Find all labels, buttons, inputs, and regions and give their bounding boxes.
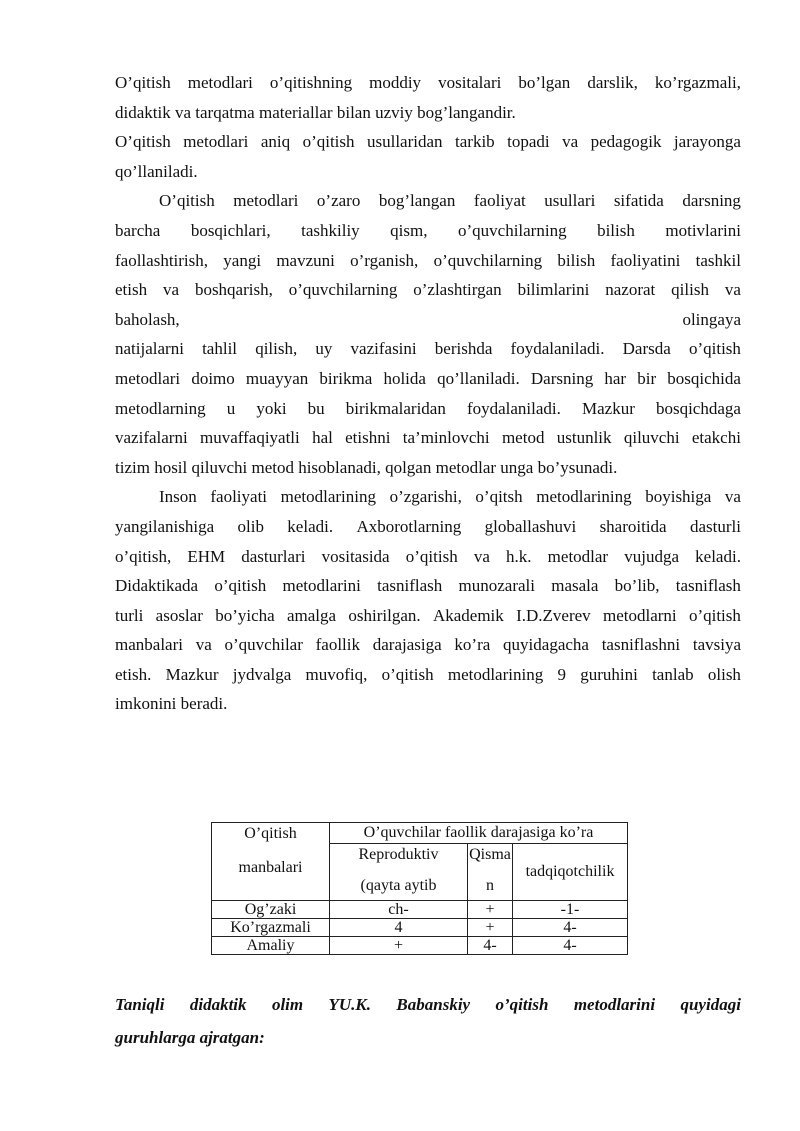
text-line: o’qitish, EHM dasturlari vositasida o’qitish va h.k. metodlar vujudga keladi. [115, 546, 741, 566]
text-line: imkonini beradi. [115, 694, 228, 714]
table-cell: 4- [513, 937, 628, 955]
text-line: qo’llaniladi. [115, 161, 198, 181]
col-header-line: Qisma [469, 846, 511, 863]
text-line: O’qitish metodlari aniq o’qitish usullaridan tarkib topadi va pedagogik jarayonga [115, 132, 741, 152]
col-header-line: tadqiqotchilik [525, 863, 615, 880]
row-label: Ko’rgazmali [212, 919, 330, 937]
table-cell: 4- [513, 919, 628, 937]
text-line: metodlarning u yoki bu birikmalaridan foydalaniladi. Mazkur bosqichdaga [115, 398, 741, 418]
table-corner-header [212, 823, 330, 901]
text-line: yangilanishiga olib keladi. Axborotlarning globallashuvi sharoitida dasturli [115, 516, 741, 536]
text-line: O’qitish metodlari o’zaro bog’langan faoliyat usullari sifatida darsning [159, 191, 741, 211]
col-header-line: n [486, 877, 494, 894]
text-line: natijalarni tahlil qilish, uy vazifasini berishda foydalaniladi. Darsda o’qitish [115, 339, 741, 359]
text-line: turli asoslar bo’yicha amalga oshirilgan. Akademik I.D.Zverev metodlarni o’qitish [115, 605, 741, 625]
table-row [212, 901, 628, 919]
table-cell: + [468, 901, 513, 919]
caption-line-1: Taniqli didaktik olim YU.K. Babanskiy o’qitish metodlarini quyidagi [115, 995, 741, 1014]
col-header-line: Reproduktiv [358, 846, 439, 863]
body-text [115, 68, 741, 719]
table-cell: ch- [330, 901, 468, 919]
caption-line-2: guruhlarga ajratgan: [115, 1028, 265, 1047]
text-line: Didaktikada o’qitish metodlarini tasniflash munozarali masala bo’lib, tasniflash [115, 576, 741, 596]
text-line: faollashtirish, yangi mavzuni o’rganish, o’quvchilarning bilish faoliyatini tashkil [115, 250, 741, 270]
row-label: Amaliy [212, 937, 330, 955]
corner-line-1: O’qitish [244, 825, 297, 842]
text-line: Inson faoliyati metodlarining o’zgarishi, o’qitsh metodlarining boyishiga va [159, 487, 741, 507]
text-line: metodlari doimo muayyan birikma holida qo’llaniladi. Darsning har bir bosqichida [115, 368, 741, 388]
text-line: didaktik va tarqatma materiallar bilan uzviy bog’langandir. [115, 102, 516, 122]
corner-line-2: manbalari [238, 859, 303, 876]
text-line: vazifalarni muvaffaqiyatli hal etishni ta’minlovchi metod ustunlik qiluvchi etakchi [115, 428, 741, 448]
row-label: Og’zaki [212, 901, 330, 919]
table-row [212, 919, 628, 937]
text-line: O’qitish metodlari o’qitishning moddiy vositalari bo’lgan darslik, ko’rgazmali, [115, 73, 741, 92]
col-header-line: (qayta aytib [360, 877, 437, 894]
table-cell: + [330, 937, 468, 955]
table-group-header: O’quvchilar faollik darajasiga ko’ra [330, 823, 628, 844]
table-row [212, 937, 628, 955]
methods-table [211, 822, 628, 955]
table-cell: + [468, 919, 513, 937]
text-line: barcha bosqichlari, tashkiliy qism, o’quvchilarning bilish motivlarini [115, 220, 741, 240]
table-cell: 4- [468, 937, 513, 955]
col-header-partial [468, 844, 513, 901]
text-line: etish. Mazkur jydvalga muvofiq, o’qitish metodlarining 9 guruhini tanlab olish [115, 664, 741, 684]
col-header-reproductive [330, 844, 468, 901]
text-line: etish va boshqarish, o’quvchilarning o’zlashtirgan bilimlarini nazorat qilish va [115, 280, 741, 300]
text-line: baholash, olingaya [115, 309, 741, 329]
section-caption [115, 988, 741, 1054]
table-cell: -1- [513, 901, 628, 919]
table-cell: 4 [330, 919, 468, 937]
text-line: manbalari va o’quvchilar faollik darajasiga ko’ra quyidagacha tasniflashni tavsiya [115, 635, 741, 655]
text-line: tizim hosil qiluvchi metod hisoblanadi, qolgan metodlar unga bo’ysunadi. [115, 457, 618, 477]
col-header-research [513, 844, 628, 901]
